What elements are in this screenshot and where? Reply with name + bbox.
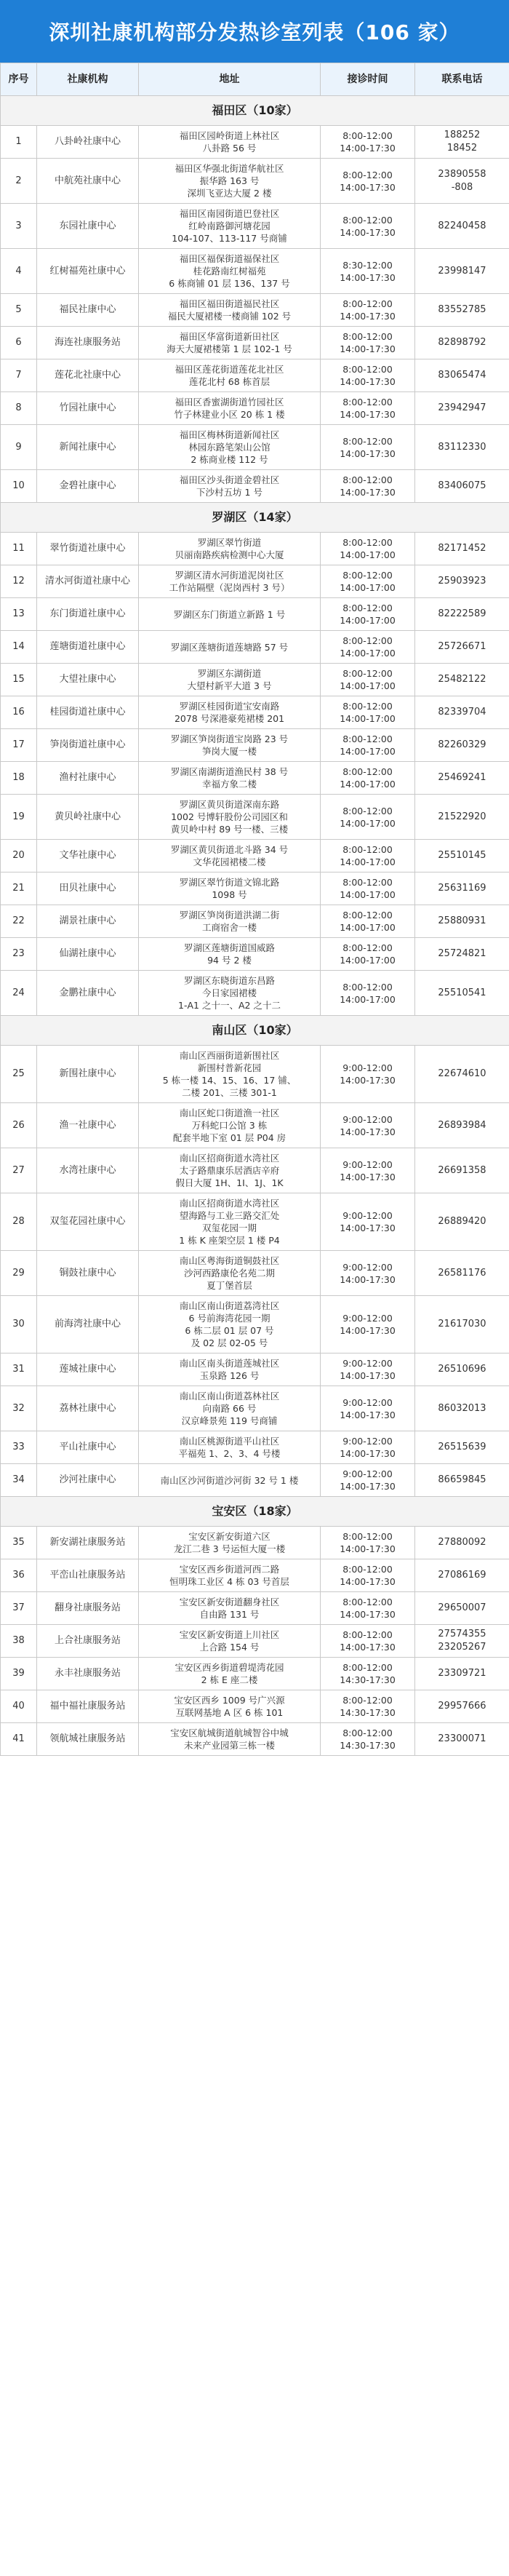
- address: 罗湖区莲塘街道国威路 94 号 2 楼: [139, 938, 321, 971]
- phone: 21617030: [415, 1296, 509, 1353]
- address: 罗湖区东门街道立新路 1 号: [139, 598, 321, 631]
- institution-name: 荔林社康中心: [37, 1386, 139, 1431]
- row-index: 34: [1, 1464, 37, 1497]
- hours: 8:00-12:00 14:00-17:30: [321, 327, 415, 359]
- table-row: [1, 1148, 509, 1193]
- table-row: [1, 1353, 509, 1386]
- address: 福田区梅林街道新闻社区 林园东路笔架山公馆 2 栋商业楼 112 号: [139, 425, 321, 470]
- row-index: 29: [1, 1251, 37, 1296]
- institution-name: 湖景社康中心: [37, 905, 139, 938]
- address: 福田区福保街道福保社区 桂花路南红树福苑 6 栋商铺 01 层 136、137 号: [139, 249, 321, 294]
- hours: 8:00-12:00 14:00-17:00: [321, 840, 415, 872]
- address: 罗湖区笋岗街道洪湖二街 工商宿舍一楼: [139, 905, 321, 938]
- page-title: 深圳社康机构部分发热诊室列表（106 家）: [0, 0, 509, 63]
- phone: 21522920: [415, 795, 509, 840]
- institution-name: 中航苑社康中心: [37, 159, 139, 204]
- header-hours: 接诊时间: [321, 63, 415, 96]
- hours: 8:00-12:00 14:00-17:00: [321, 905, 415, 938]
- address: 南山区粤海街道铜鼓社区 沙河西路康伦名苑二期 夏丁堡首层: [139, 1251, 321, 1296]
- institution-name: 渔村社康中心: [37, 762, 139, 795]
- row-index: 7: [1, 359, 37, 392]
- institution-name: 文华社康中心: [37, 840, 139, 872]
- table-row: [1, 840, 509, 872]
- address: 福田区园岭街道上林社区 八卦路 56 号: [139, 126, 321, 159]
- address: 福田区香蜜湖街道竹园社区 竹子林建业小区 20 栋 1 楼: [139, 392, 321, 425]
- phone: 27574355 23205267: [415, 1625, 509, 1658]
- row-index: 38: [1, 1625, 37, 1658]
- institution-name: 新安湖社康服务站: [37, 1527, 139, 1559]
- phone: 25510541: [415, 971, 509, 1016]
- address: 罗湖区南湖街道渔民村 38 号 幸福方象二楼: [139, 762, 321, 795]
- table-row: [1, 872, 509, 905]
- address: 南山区招商街道水湾社区 望海路与工业三路交汇处 双玺花园一期 1 栋 K 座架空层 1 楼 P4: [139, 1193, 321, 1251]
- hours: 8:00-12:00 14:00-17:00: [321, 565, 415, 598]
- row-index: 14: [1, 631, 37, 664]
- institution-name: 莲城社康中心: [37, 1353, 139, 1386]
- row-index: 31: [1, 1353, 37, 1386]
- address: 南山区沙河街道沙河街 32 号 1 楼: [139, 1464, 321, 1497]
- hours: 9:00-12:00 14:00-17:30: [321, 1464, 415, 1497]
- address: 南山区南山街道荔林社区 向南路 66 号 汉京峰景苑 119 号商铺: [139, 1386, 321, 1431]
- row-index: 26: [1, 1103, 37, 1148]
- institution-name: 平山社康中心: [37, 1431, 139, 1464]
- address: 南山区桃源街道平山社区 平福苑 1、2、3、4 号楼: [139, 1431, 321, 1464]
- table-row: [1, 1690, 509, 1723]
- address: 宝安区西乡 1009 号广兴源 互联网基地 A 区 6 栋 101: [139, 1690, 321, 1723]
- phone: 82898792: [415, 327, 509, 359]
- row-index: 5: [1, 294, 37, 327]
- address: 福田区福田街道福民社区 福民大厦裙楼一楼商铺 102 号: [139, 294, 321, 327]
- address: 罗湖区翠竹街道文锦北路 1098 号: [139, 872, 321, 905]
- phone: 82171452: [415, 533, 509, 565]
- district-header: [1, 96, 509, 126]
- table-row: [1, 1527, 509, 1559]
- hours: 8:00-12:00 14:00-17:30: [321, 126, 415, 159]
- institution-name: 新围社康中心: [37, 1046, 139, 1103]
- clinic-table: [0, 63, 509, 1756]
- hours: 8:00-12:00 14:00-17:00: [321, 762, 415, 795]
- institution-name: 渔一社康中心: [37, 1103, 139, 1148]
- hours: 8:00-12:00 14:00-17:30: [321, 425, 415, 470]
- address: 罗湖区清水河街道泥岗社区 工作站隔壁（泥岗西村 3 号）: [139, 565, 321, 598]
- hours: 9:00-12:00 14:00-17:30: [321, 1431, 415, 1464]
- row-index: 12: [1, 565, 37, 598]
- hours: 8:00-12:00 14:30-17:30: [321, 1723, 415, 1756]
- district-name: 宝安区（18家）: [1, 1497, 509, 1527]
- hours: 9:00-12:00 14:00-17:30: [321, 1251, 415, 1296]
- address: 宝安区航城街道航城智谷中城 未来产业园第三栋一楼: [139, 1723, 321, 1756]
- table-row: [1, 1464, 509, 1497]
- table-body: [1, 96, 509, 1756]
- row-index: 32: [1, 1386, 37, 1431]
- table-row: [1, 1296, 509, 1353]
- row-index: 39: [1, 1658, 37, 1690]
- institution-name: 金鹏社康中心: [37, 971, 139, 1016]
- institution-name: 沙河社康中心: [37, 1464, 139, 1497]
- table-row: [1, 938, 509, 971]
- address: 罗湖区黄贝街道北斗路 34 号 文华花园裙楼二楼: [139, 840, 321, 872]
- table-row: [1, 905, 509, 938]
- address: 南山区南头街道莲城社区 玉泉路 126 号: [139, 1353, 321, 1386]
- table-row: [1, 729, 509, 762]
- row-index: 8: [1, 392, 37, 425]
- row-index: 18: [1, 762, 37, 795]
- institution-name: 东门街道社康中心: [37, 598, 139, 631]
- row-index: 40: [1, 1690, 37, 1723]
- hours: 9:00-12:00 14:00-17:30: [321, 1193, 415, 1251]
- address: 宝安区西乡街道河西二路 恒明珠工业区 4 栋 03 号首层: [139, 1559, 321, 1592]
- row-index: 30: [1, 1296, 37, 1353]
- table-row: [1, 1431, 509, 1464]
- hours: 8:00-12:00 14:00-17:00: [321, 729, 415, 762]
- phone: 26889420: [415, 1193, 509, 1251]
- phone: 25482122: [415, 664, 509, 696]
- address: 福田区南园街道巴登社区 红岭南路御河塘花园 104-107、113-117 号商铺: [139, 204, 321, 249]
- phone: 26515639: [415, 1431, 509, 1464]
- phone: 86032013: [415, 1386, 509, 1431]
- address: 福田区莲花街道莲花北社区 莲花北村 68 栋首层: [139, 359, 321, 392]
- institution-name: 双玺花园社康中心: [37, 1193, 139, 1251]
- hours: 8:00-12:00 14:00-17:00: [321, 533, 415, 565]
- phone: 26510696: [415, 1353, 509, 1386]
- hours: 8:00-12:00 14:00-17:30: [321, 1625, 415, 1658]
- address: 南山区西丽街道新围社区 新围村普新花园 5 栋一楼 14、15、16、17 铺、 二楼 201、三楼 301-1: [139, 1046, 321, 1103]
- institution-name: 永丰社康服务站: [37, 1658, 139, 1690]
- row-index: 4: [1, 249, 37, 294]
- row-index: 21: [1, 872, 37, 905]
- hours: 8:00-12:00 14:30-17:30: [321, 1690, 415, 1723]
- institution-name: 新闻社康中心: [37, 425, 139, 470]
- hours: 9:00-12:00 14:00-17:30: [321, 1103, 415, 1148]
- table-row: [1, 392, 509, 425]
- phone: 29650007: [415, 1592, 509, 1625]
- institution-name: 东园社康中心: [37, 204, 139, 249]
- institution-name: 仙湖社康中心: [37, 938, 139, 971]
- hours: 8:00-12:00 14:00-17:30: [321, 1527, 415, 1559]
- institution-name: 海连社康服务站: [37, 327, 139, 359]
- row-index: 23: [1, 938, 37, 971]
- district-header: [1, 503, 509, 533]
- table-row: [1, 664, 509, 696]
- phone: 83406075: [415, 470, 509, 503]
- hours: 8:30-12:00 14:00-17:30: [321, 249, 415, 294]
- table-row: [1, 204, 509, 249]
- institution-name: 水湾社康中心: [37, 1148, 139, 1193]
- phone: 82240458: [415, 204, 509, 249]
- institution-name: 田贝社康中心: [37, 872, 139, 905]
- institution-name: 竹园社康中心: [37, 392, 139, 425]
- header-row: [1, 63, 509, 96]
- row-index: 28: [1, 1193, 37, 1251]
- institution-name: 黄贝岭社康中心: [37, 795, 139, 840]
- phone: 23998147: [415, 249, 509, 294]
- table-row: [1, 1103, 509, 1148]
- phone: 22674610: [415, 1046, 509, 1103]
- row-index: 16: [1, 696, 37, 729]
- table-row: [1, 470, 509, 503]
- address: 罗湖区东晓街道东昌路 今日家园裙楼 1-A1 之十一、A2 之十二: [139, 971, 321, 1016]
- table-row: [1, 1559, 509, 1592]
- hours: 8:00-12:00 14:00-17:30: [321, 204, 415, 249]
- district-name: 福田区（10家）: [1, 96, 509, 126]
- phone: 23300071: [415, 1723, 509, 1756]
- table-row: [1, 762, 509, 795]
- row-index: 11: [1, 533, 37, 565]
- phone: 83065474: [415, 359, 509, 392]
- hours: 9:00-12:00 14:00-17:30: [321, 1353, 415, 1386]
- address: 罗湖区莲塘街道莲塘路 57 号: [139, 631, 321, 664]
- row-index: 20: [1, 840, 37, 872]
- hours: 8:00-12:00 14:00-17:30: [321, 359, 415, 392]
- phone: 23890558 -808: [415, 159, 509, 204]
- address: 宝安区新安街道六区 龙江二巷 3 号运恒大厦一楼: [139, 1527, 321, 1559]
- phone: 27086169: [415, 1559, 509, 1592]
- row-index: 19: [1, 795, 37, 840]
- phone: 86659845: [415, 1464, 509, 1497]
- phone: 26691358: [415, 1148, 509, 1193]
- institution-name: 大望社康中心: [37, 664, 139, 696]
- row-index: 15: [1, 664, 37, 696]
- phone: 27880092: [415, 1527, 509, 1559]
- hours: 9:00-12:00 14:00-17:30: [321, 1046, 415, 1103]
- phone: 25726671: [415, 631, 509, 664]
- table-row: [1, 159, 509, 204]
- table-row: [1, 294, 509, 327]
- institution-name: 福中福社康服务站: [37, 1690, 139, 1723]
- hours: 8:00-12:00 14:30-17:30: [321, 1658, 415, 1690]
- institution-name: 八卦岭社康中心: [37, 126, 139, 159]
- row-index: 13: [1, 598, 37, 631]
- district-name: 南山区（10家）: [1, 1016, 509, 1046]
- table-row: [1, 359, 509, 392]
- institution-name: 平峦山社康服务站: [37, 1559, 139, 1592]
- table-row: [1, 533, 509, 565]
- row-index: 22: [1, 905, 37, 938]
- phone: 26581176: [415, 1251, 509, 1296]
- table-row: [1, 971, 509, 1016]
- phone: 25510145: [415, 840, 509, 872]
- phone: 23942947: [415, 392, 509, 425]
- phone: 82222589: [415, 598, 509, 631]
- table-row: [1, 425, 509, 470]
- institution-name: 前海湾社康中心: [37, 1296, 139, 1353]
- district-header: [1, 1497, 509, 1527]
- address: 宝安区新安街道上川社区 上合路 154 号: [139, 1625, 321, 1658]
- table-row: [1, 1046, 509, 1103]
- address: 罗湖区笋岗街道宝岗路 23 号 笋岗大厦一楼: [139, 729, 321, 762]
- institution-name: 桂园街道社康中心: [37, 696, 139, 729]
- phone: 25469241: [415, 762, 509, 795]
- address: 宝安区新安街道翻身社区 自由路 131 号: [139, 1592, 321, 1625]
- address: 罗湖区黄贝街道深南东路 1002 号博轩股份公司园区和 黄贝岭中村 89 号一楼、三楼: [139, 795, 321, 840]
- table-row: [1, 565, 509, 598]
- hours: 8:00-12:00 14:00-17:30: [321, 294, 415, 327]
- phone: 26893984: [415, 1103, 509, 1148]
- row-index: 24: [1, 971, 37, 1016]
- hours: 9:00-12:00 14:00-17:30: [321, 1386, 415, 1431]
- hours: 8:00-12:00 14:00-17:00: [321, 795, 415, 840]
- table-row: [1, 1251, 509, 1296]
- district-header: [1, 1016, 509, 1046]
- table-row: [1, 1625, 509, 1658]
- row-index: 9: [1, 425, 37, 470]
- table-row: [1, 327, 509, 359]
- phone: 25880931: [415, 905, 509, 938]
- phone: 25631169: [415, 872, 509, 905]
- phone: 25903923: [415, 565, 509, 598]
- row-index: 27: [1, 1148, 37, 1193]
- address: 南山区招商街道水湾社区 太子路鼎康乐居酒店辛府 假日大厦 1H、1I、1J、1K: [139, 1148, 321, 1193]
- address: 福田区华强北街道华航社区 振华路 163 号 深圳飞亚达大厦 2 楼: [139, 159, 321, 204]
- address: 福田区沙头街道金碧社区 下沙村五坊 1 号: [139, 470, 321, 503]
- row-index: 3: [1, 204, 37, 249]
- table-row: [1, 1723, 509, 1756]
- institution-name: 笋岗街道社康中心: [37, 729, 139, 762]
- institution-name: 莲塘街道社康中心: [37, 631, 139, 664]
- header-index: 序号: [1, 63, 37, 96]
- phone: 25724821: [415, 938, 509, 971]
- institution-name: 莲花北社康中心: [37, 359, 139, 392]
- address: 罗湖区桂园街道宝安南路 2078 号深港豪苑裙楼 201: [139, 696, 321, 729]
- row-index: 33: [1, 1431, 37, 1464]
- table-row: [1, 1386, 509, 1431]
- row-index: 35: [1, 1527, 37, 1559]
- hours: 8:00-12:00 14:00-17:00: [321, 664, 415, 696]
- institution-name: 福民社康中心: [37, 294, 139, 327]
- phone: 188252 18452: [415, 126, 509, 159]
- row-index: 10: [1, 470, 37, 503]
- table-row: [1, 126, 509, 159]
- row-index: 6: [1, 327, 37, 359]
- phone: 23309721: [415, 1658, 509, 1690]
- address: 南山区蛇口街道渔一社区 万科蛇口公馆 3 栋 配套半地下室 01 层 P04 房: [139, 1103, 321, 1148]
- institution-name: 清水河街道社康中心: [37, 565, 139, 598]
- address: 南山区南山街道荔湾社区 6 号前海湾花园一期 6 栋二层 01 层 07 号 及 02 层 02-05 号: [139, 1296, 321, 1353]
- table-row: [1, 1193, 509, 1251]
- hours: 8:00-12:00 14:00-17:00: [321, 631, 415, 664]
- institution-name: 翻身社康服务站: [37, 1592, 139, 1625]
- address: 福田区华富街道新田社区 海天大厦裙楼第 1 层 102-1 号: [139, 327, 321, 359]
- institution-name: 红树福苑社康中心: [37, 249, 139, 294]
- row-index: 25: [1, 1046, 37, 1103]
- district-name: 罗湖区（14家）: [1, 503, 509, 533]
- hours: 8:00-12:00 14:00-17:00: [321, 872, 415, 905]
- phone: 29957666: [415, 1690, 509, 1723]
- table-row: [1, 631, 509, 664]
- hours: 8:00-12:00 14:00-17:00: [321, 938, 415, 971]
- phone: 82339704: [415, 696, 509, 729]
- institution-name: 上合社康服务站: [37, 1625, 139, 1658]
- hours: 8:00-12:00 14:00-17:30: [321, 392, 415, 425]
- table-row: [1, 1658, 509, 1690]
- hours: 8:00-12:00 14:00-17:30: [321, 1559, 415, 1592]
- phone: 82260329: [415, 729, 509, 762]
- row-index: 17: [1, 729, 37, 762]
- table-row: [1, 249, 509, 294]
- institution-name: 铜鼓社康中心: [37, 1251, 139, 1296]
- address: 罗湖区东湖街道 大望村新平大道 3 号: [139, 664, 321, 696]
- address: 宝安区西乡街道碧堤湾花园 2 栋 E 座二楼: [139, 1658, 321, 1690]
- institution-name: 金碧社康中心: [37, 470, 139, 503]
- institution-name: 翠竹街道社康中心: [37, 533, 139, 565]
- table-row: [1, 1592, 509, 1625]
- phone: 83112330: [415, 425, 509, 470]
- hours: 9:00-12:00 14:00-17:30: [321, 1296, 415, 1353]
- hours: 9:00-12:00 14:00-17:30: [321, 1148, 415, 1193]
- header-phone: 联系电话: [415, 63, 509, 96]
- hours: 8:00-12:00 14:00-17:30: [321, 159, 415, 204]
- row-index: 37: [1, 1592, 37, 1625]
- hours: 8:00-12:00 14:00-17:00: [321, 971, 415, 1016]
- hours: 8:00-12:00 14:00-17:30: [321, 1592, 415, 1625]
- row-index: 2: [1, 159, 37, 204]
- header-institution: 社康机构: [37, 63, 139, 96]
- row-index: 36: [1, 1559, 37, 1592]
- row-index: 41: [1, 1723, 37, 1756]
- table-row: [1, 696, 509, 729]
- hours: 8:00-12:00 14:00-17:00: [321, 598, 415, 631]
- row-index: 1: [1, 126, 37, 159]
- phone: 83552785: [415, 294, 509, 327]
- institution-name: 领航城社康服务站: [37, 1723, 139, 1756]
- hours: 8:00-12:00 14:00-17:00: [321, 696, 415, 729]
- header-address: 地址: [139, 63, 321, 96]
- hours: 8:00-12:00 14:00-17:30: [321, 470, 415, 503]
- address: 罗湖区翠竹街道 贝丽南路疾病检测中心大厦: [139, 533, 321, 565]
- table-row: [1, 598, 509, 631]
- table-row: [1, 795, 509, 840]
